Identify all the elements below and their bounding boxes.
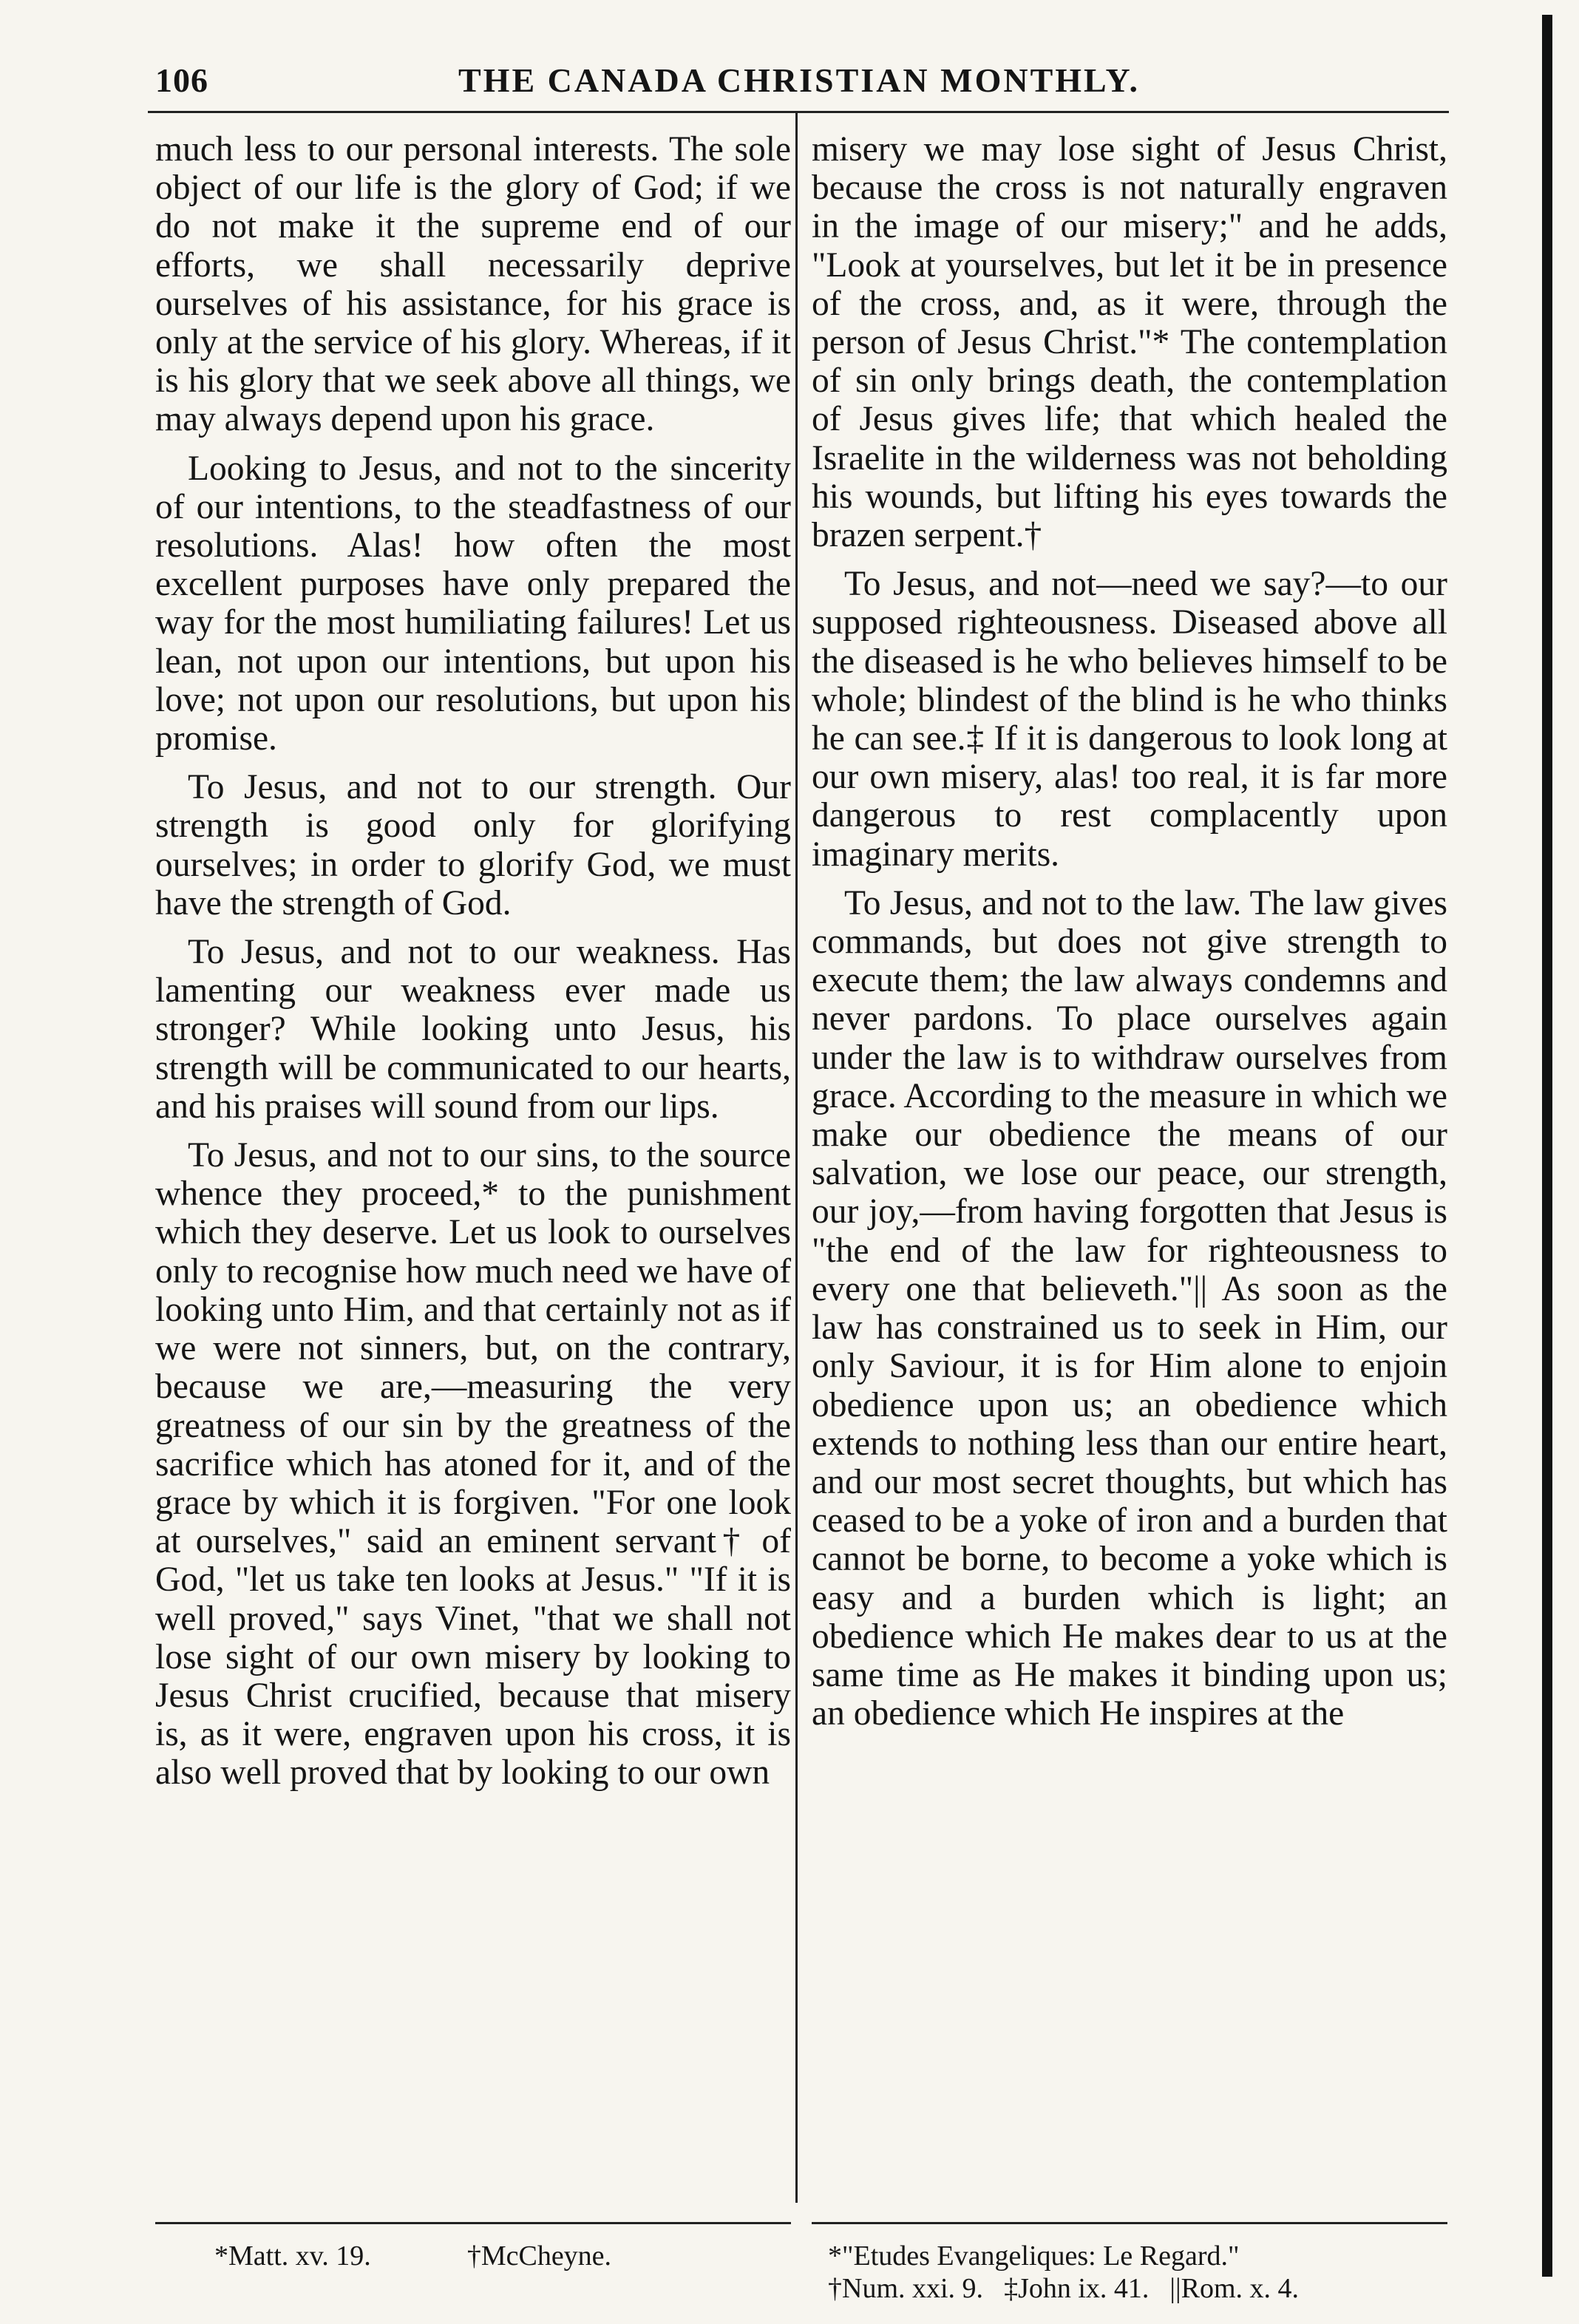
running-title: THE CANADA CHRISTIAN MONTHLY. [458,61,1140,99]
right-column [812,130,1447,1733]
footnote-rule-right [812,2222,1447,2224]
paragraph: To Jesus, and not to the law. The law gives commands, but does not give strength to execute them; the law always condemns and never pardons. To place ourselves again under the law is to withdraw ourselves from grace. According to the measure in which we make our obedience the means of our salvation, we lose our peace, our strength, our joy,—from having forgotten that Jesus is "the end of the law for righteousness to every one that believeth."|| As soon as the law has constrained us to seek in Him, our only Saviour, it is for Him alone to enjoin obedience upon us; an obedience which extends to nothing less than our entire heart, and our most secret thoughts, but which has ceased to be a yoke of iron and a burden that cannot be borne, to become a yoke which is easy and a burden which is light; an obedience which He makes dear to us at the same time as He makes it binding upon us; an obedience which He inspires at the [812,883,1447,1733]
paragraph: To Jesus, and not—need we say?—to our supposed righteousness. Diseased above all the diseased is he who believes himself to be whole; blindest of the blind is he who thinks he can see.‡ If it is dangerous to look long at our own misery, alas! too real, it is far more dangerous to rest complacently upon imaginary merits. [812,565,1447,874]
footnotes-right [828,2240,1456,2305]
column-divider [795,111,798,2203]
footnote: ‡John ix. 41. [1004,2273,1150,2304]
footnote: †Num. xxi. 9. [828,2273,984,2304]
footnote: *Matt. xv. 19. [214,2240,371,2272]
paragraph: To Jesus, and not to our strength. Our strength is good only for glorifying ourselves; in order to glorify God, we must have the strength of God. [155,768,791,923]
paragraph: To Jesus, and not to our weakness. Has lamenting our weakness ever made us stronger? While looking unto Jesus, his strength will be communicated to our hearts, and his praises will sound from our lips. [155,933,791,1126]
left-column [155,130,791,1793]
page-header [148,58,1442,109]
footnote-line [828,2272,1456,2305]
footnote-rule-left [155,2222,791,2224]
footnote: ||Rom. x. 4. [1169,2273,1300,2304]
paragraph: much less to our personal interests. The sole object of our life is the glory of God; if we do not make it the supreme end of our efforts, we shall necessarily deprive ourselves of his assistance, for his grace is only at the service of his glory. Whereas, if it is his glory that we seek above all things, we may always depend upon his grace. [155,130,791,439]
scan-edge-bar [1542,15,1552,2277]
footnote: *"Etudes Evangeliques: Le Regard." [828,2240,1240,2272]
page-number: 106 [155,61,208,99]
paragraph: misery we may lose sight of Jesus Christ, because the cross is not naturally engraven in the image of our misery;" and he adds, "Look at yourselves, but let it be in presence of the cross, and, as it were, through the person of Jesus Christ."* The contemplation of sin only brings death, the contemplation of Jesus gives life; that which healed the Israelite in the wilderness was not beholding his wounds, but lifting his eyes towards the brazen serpent.† [812,130,1447,555]
header-rule [148,111,1449,113]
footnote: †McCheyne. [466,2240,612,2272]
paragraph: To Jesus, and not to our sins, to the source whence they proceed,* to the punishment which they deserve. Let us look to ourselves only to recognise how much need we have of looking unto Him, and that certainly not as if we were not sinners, but, on the contrary, because we are,—measuring the very greatness of our sin by the greatness of the sacrifice which has atoned for it, and of the grace by which it is forgiven. "For one look at ourselves," said an eminent servant† of God, "let us take ten looks at Jesus." "If it is well proved," says Vinet, "that we shall not lose sight of our own misery by looking to Jesus Christ crucified, because that misery is, as it were, engraven upon his cross, it is also well proved that by looking to our own [155,1136,792,1793]
paragraph: Looking to Jesus, and not to the sincerity of our intentions, to the steadfastness of our resolutions. Alas! how often the most excellent purposes have only prepared the way for the most humiliating failures! Let us lean, not upon our intentions, but upon his love; not upon our resolutions, but upon his promise. [155,449,791,758]
footnotes-left [214,2240,791,2272]
